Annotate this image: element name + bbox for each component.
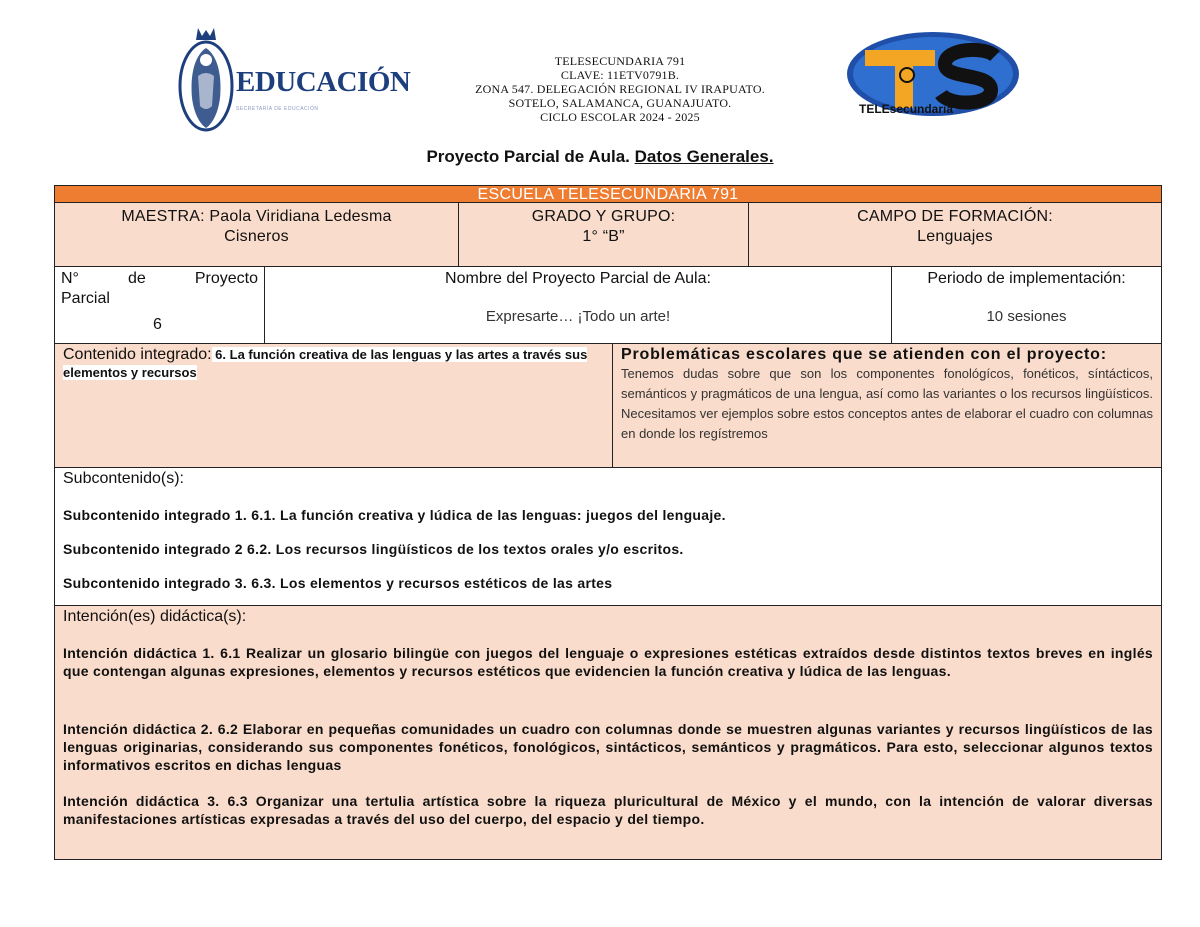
logo-title: EDUCACIÓN <box>236 66 411 98</box>
project-number-label-b: de <box>128 270 146 287</box>
education-logo <box>176 26 411 136</box>
general-info-row <box>55 203 1161 267</box>
teacher-label: MAESTRA: Paola Viridiana Ledesma <box>121 208 392 225</box>
school-line: TELESECUNDARIA 791 <box>554 54 686 68</box>
intent-item: Intención didáctica 1. 6.1 Realizar un glosario bilingüe con juegos del lenguaje o expresiones estéticas extraídos desde distintos textos breves en inglés que contengan algunas expresiones, elementos y recursos estéticos que evidencien la función creativa y lúdica de las lenguas. <box>63 645 1153 679</box>
telesecundaria-logo <box>845 28 1025 124</box>
page-title-underlined: Datos Generales. <box>634 147 774 166</box>
content-row <box>55 344 1161 468</box>
period-value: 10 sesiones <box>986 308 1067 325</box>
grade-value: 1° “B” <box>582 228 625 245</box>
problem-text: Tenemos dudas sobre que son los componentes fonológícos, fonéticos, síntácticos, semánticos y pragmáticos de una lengua, así como las variantes o los recursos lingüísticos. Necesitamos ver ejemplos sobre estos conceptos antes de elaborar el cuadro con columnas en donde los regístremos <box>621 366 1153 441</box>
project-name-cell <box>264 267 891 343</box>
teacher-label-2: Cisneros <box>224 228 289 245</box>
period-label: Periodo de implementación: <box>927 270 1126 287</box>
period-cell <box>891 267 1161 343</box>
project-number-cell <box>55 267 264 343</box>
project-number: 6 <box>153 316 162 333</box>
project-number-label-c: Proyecto <box>194 270 258 287</box>
problem-label: Problemáticas escolares que se atienden con el proyecto: <box>621 346 1107 363</box>
project-table <box>54 185 1162 860</box>
project-name-label: Nombre del Proyecto Parcial de Aula: <box>445 270 711 287</box>
field-cell <box>748 203 1161 266</box>
school-line: ZONA 547. DELEGACIÓN REGIONAL IV IRAPUATO. <box>475 82 765 96</box>
content-cell <box>55 344 612 467</box>
page-title <box>0 147 1200 167</box>
field-label: CAMPO DE FORMACIÓN: <box>857 208 1053 225</box>
project-name: Expresarte… ¡Todo un arte! <box>485 308 671 325</box>
subcontent-row <box>55 468 1161 606</box>
school-name-row <box>55 185 1161 203</box>
teacher-cell <box>55 203 458 266</box>
school-line: CLAVE: 11ETV0791B. <box>560 68 680 82</box>
crest-icon <box>176 26 236 136</box>
field-value: Lenguajes <box>917 228 993 245</box>
school-line: SOTELO, SALAMANCA, GUANAJUATO. <box>508 96 732 110</box>
subcontent-item: Subcontenido integrado 3. 6.3. Los elementos y recursos estéticos de las artes <box>63 575 613 591</box>
project-number-label-d: Parcial <box>61 290 110 307</box>
intent-item: Intención didáctica 2. 6.2 Elaborar en pequeñas comunidades un cuadro con columnas donde se muestren algunas variantes y recursos lingüísticos de las lenguas originarias, considerando sus componentes fonéticos, fonológicos, sintácticos, semánticos y pragmáticos. Para esto, seleccionar algunos textos informativos escritos en dichas lenguas <box>63 721 1153 773</box>
content-label: Contenido integrado: <box>63 346 212 363</box>
subcontent-item: Subcontenido integrado 2 6.2. Los recursos lingüísticos de los textos orales y/o escritos. <box>63 541 684 557</box>
school-line: CICLO ESCOLAR 2024 - 2025 <box>540 110 700 124</box>
school-info <box>430 54 810 124</box>
logo-right-text: TELEsecundaria <box>859 102 954 116</box>
subcontent-label: Subcontenido(s): <box>63 470 184 487</box>
page-title-prefix: Proyecto Parcial de Aula. <box>426 147 635 166</box>
subcontent-item: Subcontenido integrado 1. 6.1. La función creativa y lúdica de las lenguas: juegos del lenguaje. <box>63 507 726 523</box>
problem-cell <box>612 344 1161 467</box>
school-name: ESCUELA TELESECUNDARIA 791 <box>477 186 739 203</box>
grade-label: GRADO Y GRUPO: <box>531 208 676 225</box>
intent-item: Intención didáctica 3. 6.3 Organizar una tertulia artística sobre la riqueza pluricultural de México y el mundo, con la intención de valorar diversas manifestaciones artísticas expresadas a través del uso del cuerpo, del espacio y del tiempo. <box>63 793 1153 827</box>
subcontent-cell <box>55 468 1161 605</box>
project-row <box>55 267 1161 344</box>
intent-cell <box>55 606 1161 859</box>
intent-label: Intención(es) didáctica(s): <box>63 608 247 625</box>
project-number-label-a: N° <box>61 270 79 287</box>
intent-row <box>55 606 1161 860</box>
logo-subtitle: SECRETARÍA DE EDUCACIÓN <box>236 106 319 112</box>
grade-cell <box>458 203 748 266</box>
content-value: 6. La función creativa de las lenguas y las artes a través sus elementos y recursos <box>63 347 588 380</box>
